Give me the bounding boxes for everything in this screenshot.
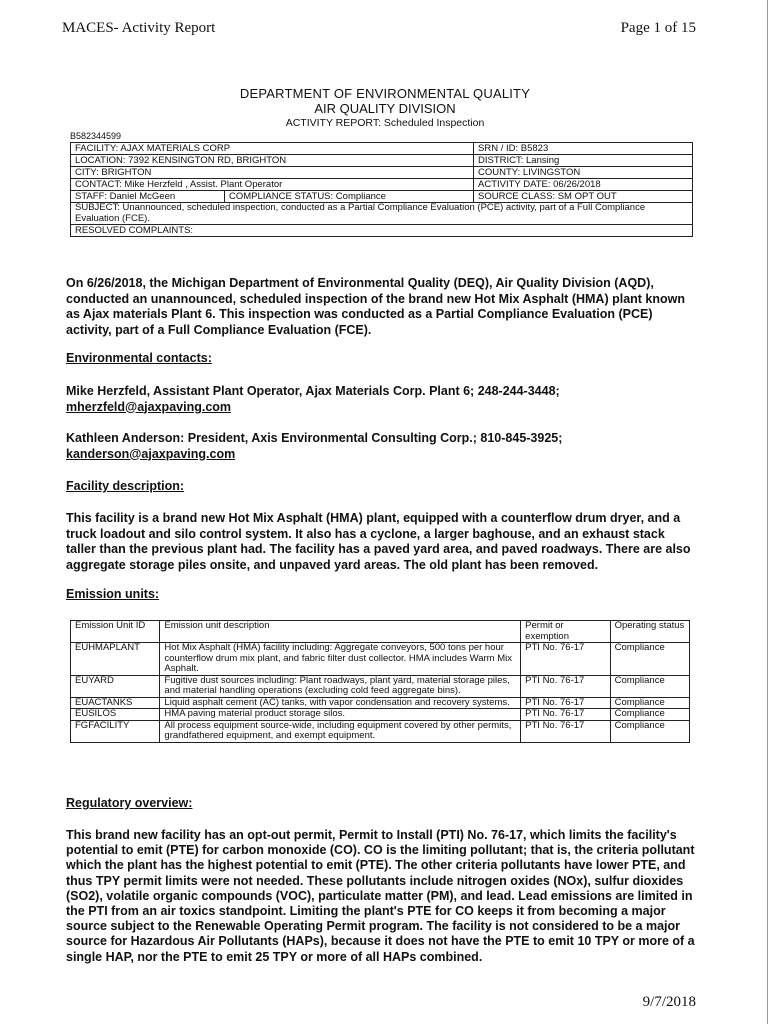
contact-1-line: Mike Herzfeld, Assistant Plant Operator, Ajax Materials Corp. Plant 6; 248-244-3448; [66,384,560,398]
emission-units-section [66,587,696,603]
unit-description: Fugitive dust sources including: Plant roadways, plant yard, material storage piles, and material handling operations (excluding cold feed aggregate bins). [160,675,521,697]
unit-id: EUHMAPLANT [71,643,160,676]
unit-id: FGFACILITY [71,720,160,742]
unit-permit: PTI No. 76-17 [521,643,610,676]
table-row [71,697,690,709]
location-cell: LOCATION: 7392 KENSINGTON RD, BRIGHTON [71,155,474,167]
contact-1-email-link[interactable]: mherzfeld@ajaxpaving.com [66,399,232,414]
report-type: ACTIVITY REPORT: Scheduled Inspection [285,117,485,129]
contact-cell: CONTACT: Mike Herzfeld , Assist. Plant Operator [71,179,474,191]
department-title: DEPARTMENT OF ENVIRONMENTAL QUALITY [239,86,531,101]
unit-permit: PTI No. 76-17 [521,709,610,721]
contact-1 [66,384,696,415]
emission-units-table [70,620,690,743]
unit-description: Liquid asphalt cement (AC) tanks, with vapor condensation and recovery systems. [160,697,521,709]
facility-cell: FACILITY: AJAX MATERIALS CORP [71,143,474,155]
unit-permit: PTI No. 76-17 [521,697,610,709]
scan-edge-line [767,0,768,1024]
document-id: B582344599 [70,131,122,141]
unit-status: Compliance [610,709,689,721]
table-row [71,720,690,742]
unit-status: Compliance [610,697,689,709]
unit-description: HMA paving material product storage silos. [160,709,521,721]
regulatory-overview-heading: Regulatory overview: [66,796,193,810]
regulatory-overview-text: This brand new facility has an opt-out permit, Permit to Install (PTI) No. 76-17, which limits the facility's potential to emit (PTE) for carbon monoxide (CO). CO is the limiting pollutant; that is, the criteria pollutant which the plant has the highest potential to emit (PTE). The other criteria pollutants have lower PTE, and thus TPY permit limits were not needed. These pollutants include nitrogen oxides (NOx), sulfur dioxides (SO2), volatile organic compounds (VOC), particulate matter (PM), and lead. Lead emissions are limited in the PTI from an air toxics standpoint. Limiting the plant's PTE for CO keeps it from becoming a major source subject to the Renewable Operating Permit program. The facility is not considered to be a major source for Hazardous Air Pollutants (HAPs), because it does not have the PTE to emit 10 TPY or more of a single HAP, nor the PTE to emit 25 TPY or more of all HAPs combined. [66,828,695,964]
staff-cell: STAFF: Daniel McGeen [71,191,225,203]
contact-2-email-link[interactable]: kanderson@ajaxpaving.com [66,446,236,461]
unit-description: Hot Mix Asphalt (HMA) facility including: Aggregate conveyors, 500 tons per hour counterflow drum mix plant, and fabric filter dust collector. HMA includes Warm Mix Asphalt. [160,643,521,676]
header-unit-id: Emission Unit ID [71,621,160,643]
facility-section [66,479,696,495]
city-cell: CITY: BRIGHTON [71,167,474,179]
intro-text: On 6/26/2018, the Michigan Department of Environmental Quality (DEQ), Air Quality Division (AQD), conducted an unannounced, scheduled inspection of the brand new Hot Mix Asphalt (HMA) plant known as Ajax materials Plant 6. This inspection was conducted as a Partial Compliance Evaluation (PCE) activity, part of a Full Compliance Evaluation (FCE). [66,276,685,337]
intro-paragraph [66,276,696,338]
title-block [0,86,770,130]
unit-status: Compliance [610,720,689,742]
page-number: Page 1 of 15 [620,20,696,36]
activity-date-cell: ACTIVITY DATE: 06/26/2018 [474,179,693,191]
unit-id: EUYARD [71,675,160,697]
unit-description: All process equipment source-wide, including equipment covered by other permits, grandfathered equipment, and exempt equipment. [160,720,521,742]
county-cell: COUNTY: LIVINGSTON [474,167,693,179]
unit-id: EUSILOS [71,709,160,721]
environmental-contacts-heading: Environmental contacts: [66,351,212,365]
report-header-title: MACES- Activity Report [62,20,216,36]
unit-status: Compliance [610,643,689,676]
contact-2-line: Kathleen Anderson: President, Axis Environmental Consulting Corp.; 810-845-3925; [66,431,563,445]
contact-2 [66,431,696,462]
info-table [70,142,693,237]
regulatory-section [66,796,696,812]
compliance-status-cell: COMPLIANCE STATUS: Compliance [225,191,474,203]
division-title: AIR QUALITY DIVISION [314,101,456,116]
print-date: 9/7/2018 [642,994,696,1010]
header-description: Emission unit description [160,621,521,643]
subject-cell: SUBJECT: Unannounced, scheduled inspection, conducted as a Partial Compliance Evaluation (PCE) activity, part of a Full Compliance Evaluation (FCE). [71,203,693,225]
emission-table-header-row [71,621,690,643]
facility-description [66,511,696,573]
unit-permit: PTI No. 76-17 [521,675,610,697]
table-row [71,643,690,676]
facility-description-text: This facility is a brand new Hot Mix Asphalt (HMA) plant, equipped with a counterflow drum dryer, and a truck loadout and silo control system. It also has a cyclone, a larger baghouse, and an exhaust stack taller than the previous plant had. The facility has a paved yard area, and paved roadways. There are also aggregate storage piles onsite, and unpaved yard areas. The old plant has been removed. [66,511,691,572]
table-row [71,709,690,721]
emission-units-heading: Emission units: [66,587,160,601]
source-class-cell: SOURCE CLASS: SM OPT OUT [474,191,693,203]
resolved-complaints-cell: RESOLVED COMPLAINTS: [71,225,693,237]
header-status: Operating status [610,621,689,643]
srn-cell: SRN / ID: B5823 [474,143,693,155]
regulatory-overview [66,828,696,965]
table-row [71,675,690,697]
unit-id: EUACTANKS [71,697,160,709]
district-cell: DISTRICT: Lansing [474,155,693,167]
unit-status: Compliance [610,675,689,697]
environmental-contacts-section [66,351,696,367]
unit-permit: PTI No. 76-17 [521,720,610,742]
facility-description-heading: Facility description: [66,479,185,493]
header-permit: Permit or exemption [521,621,610,643]
